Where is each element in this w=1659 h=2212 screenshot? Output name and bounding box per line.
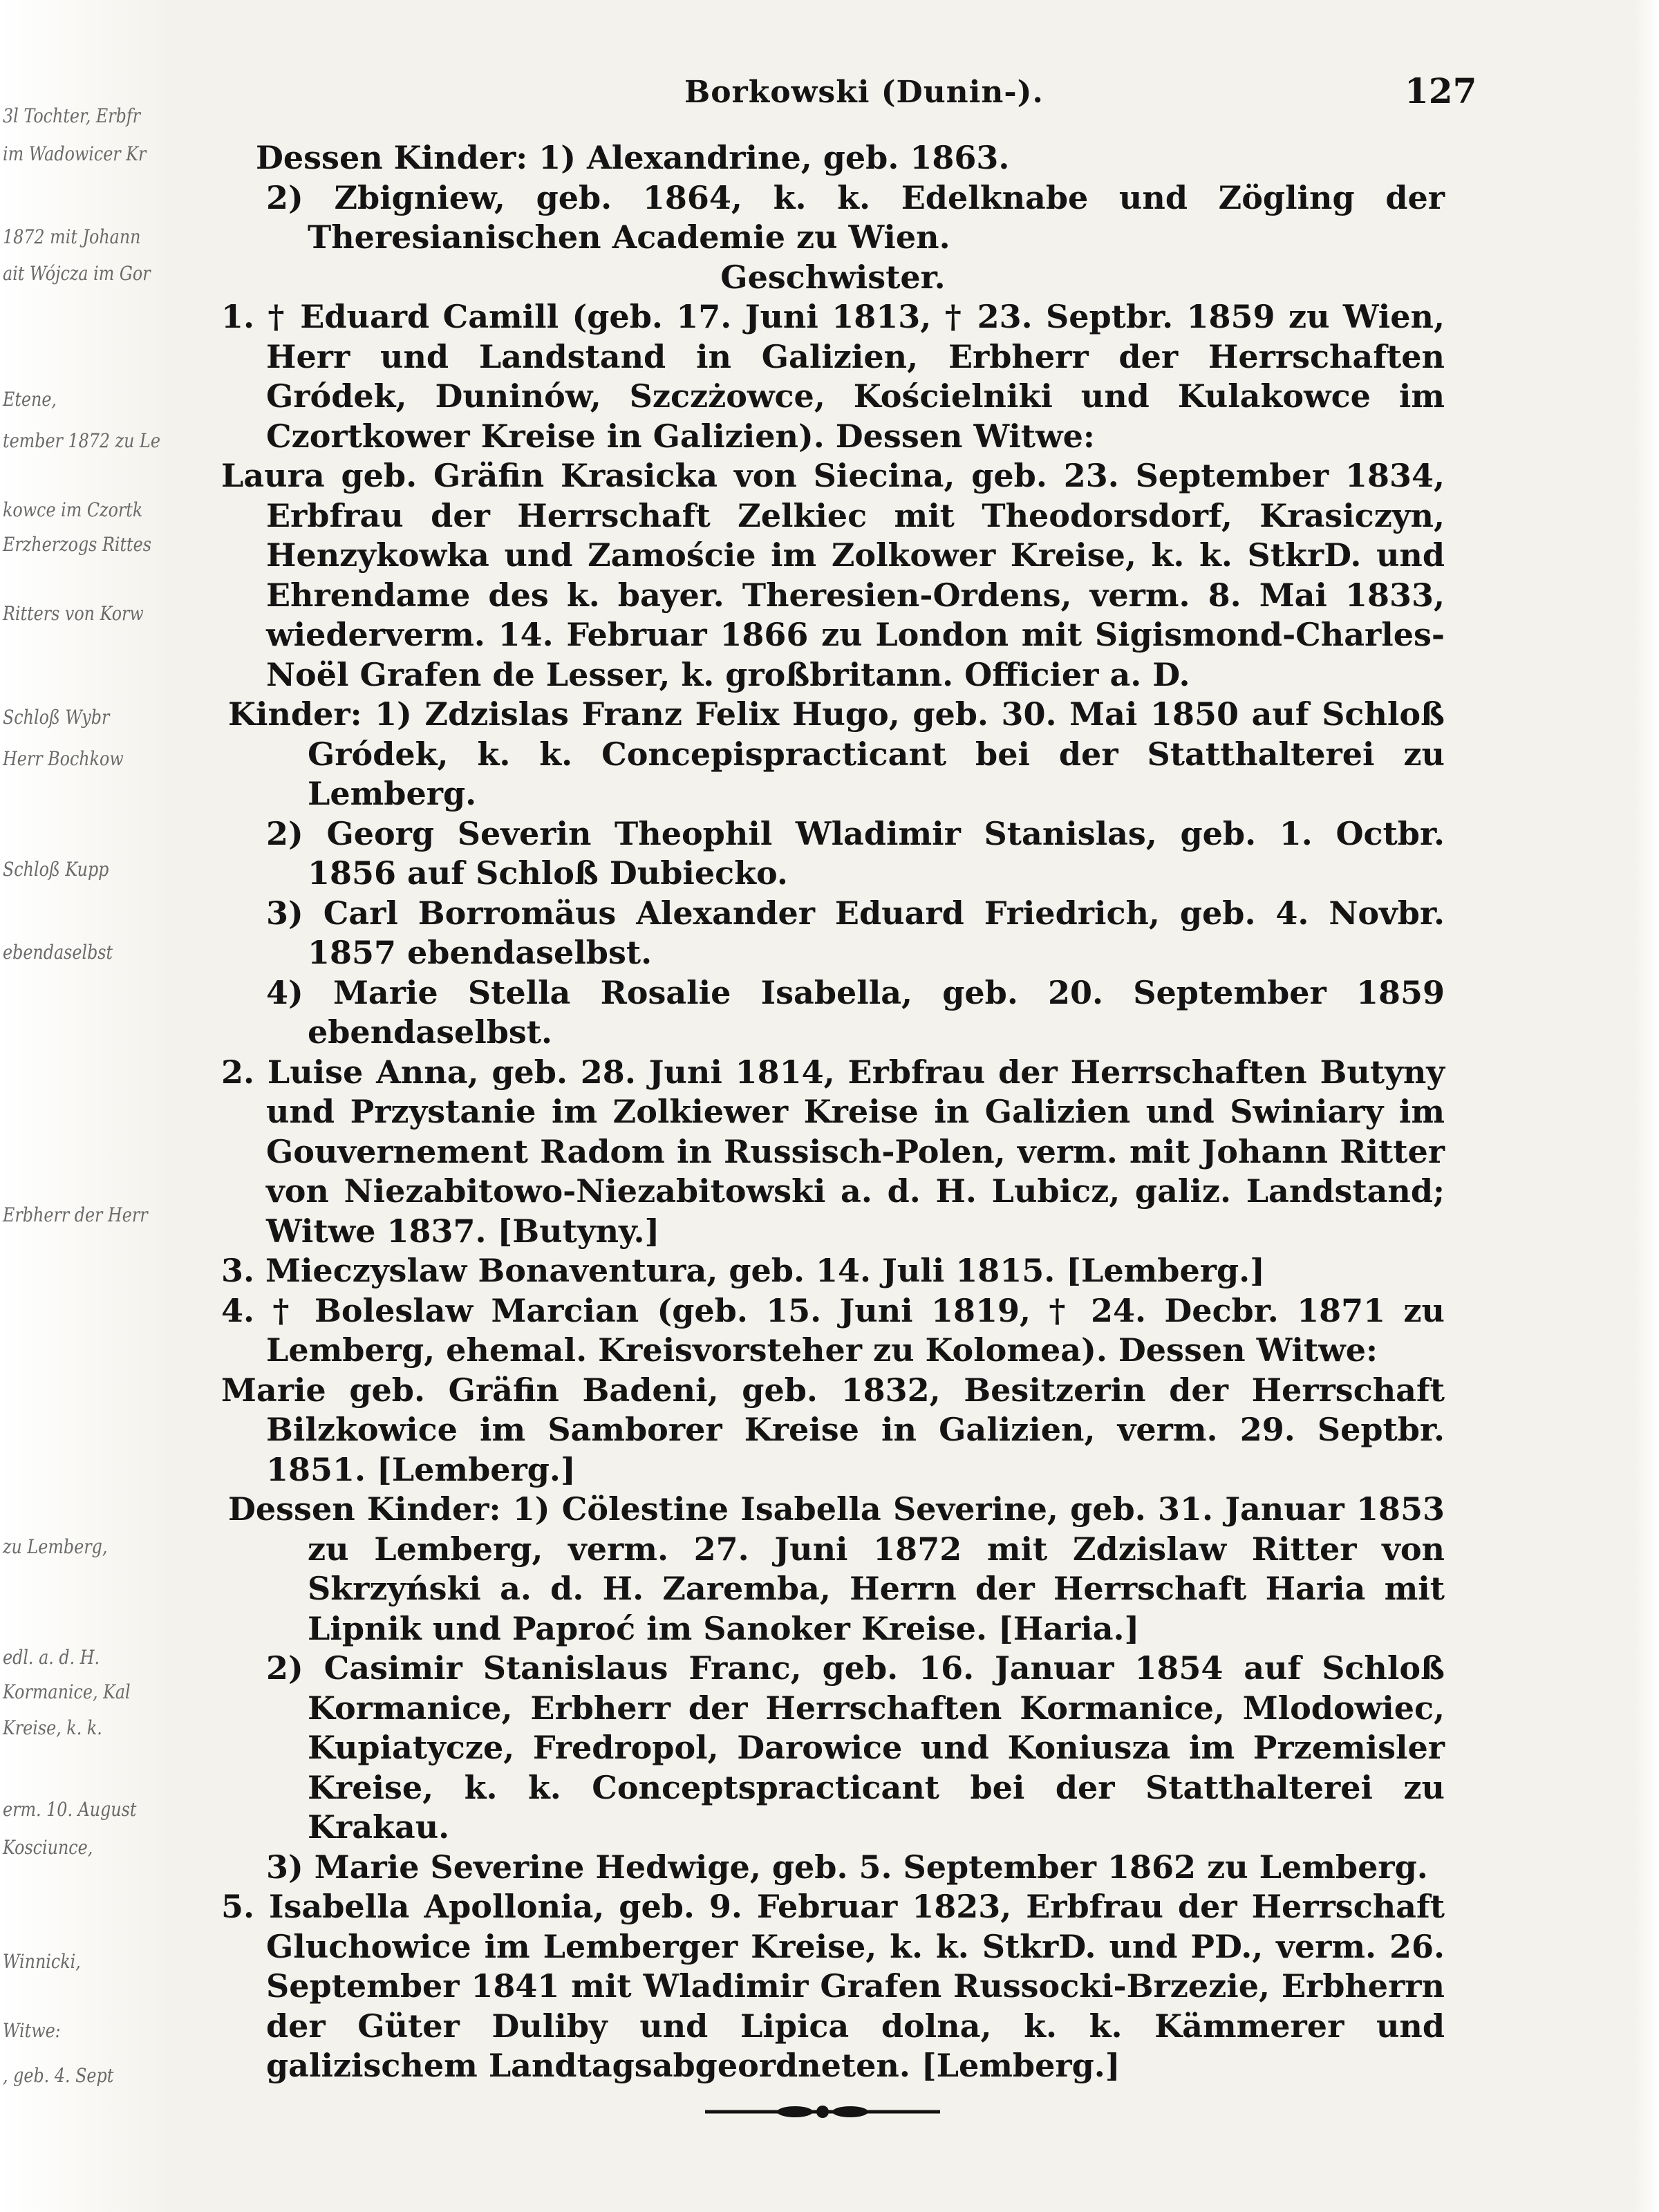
margin-fragment: Winnicki,: [3, 1950, 81, 1973]
page-number: 127: [1405, 71, 1477, 111]
section-heading: Geschwister.: [720, 258, 946, 296]
margin-fragment: 1872 mit Johann: [3, 225, 141, 248]
paragraph: 3. Mieczyslaw Bonaventura, geb. 14. Juli 1815. [Lemberg.]: [221, 1252, 1265, 1289]
margin-fragment: im Wadowicer Kr: [3, 142, 147, 165]
margin-fragment: , geb. 4. Sept: [3, 2064, 114, 2087]
paragraph: Dessen Kinder: 1) Alexandrine, geb. 1863.: [256, 139, 1010, 176]
margin-fragment: Erzherzogs Rittes: [3, 533, 151, 556]
paragraph: 3) Marie Severine Hedwige, geb. 5. September 1862 zu Lemberg.: [266, 1848, 1428, 1886]
margin-fragment: Erbherr der Herr: [3, 1203, 148, 1226]
end-ornament: [705, 2101, 940, 2122]
margin-fragment: Etene,: [3, 388, 57, 411]
margin-fragment: Kosciunce,: [3, 1836, 93, 1859]
paragraph: 4. † Boleslaw Marcian (geb. 15. Juni 1819, † 24. Decbr. 1871 zu Lemberg, ehemal. Kreisvorsteher zu Kolomea). Dessen Witwe:: [221, 1291, 1445, 1369]
margin-fragment: 3l Tochter, Erbfr: [3, 104, 141, 127]
paragraph: 2) Georg Severin Theophil Wladimir Stanislas, geb. 1. Octbr. 1856 auf Schloß Dubiecko.: [266, 814, 1445, 892]
paragraph: 4) Marie Stella Rosalie Isabella, geb. 20. September 1859 ebendaselbst.: [266, 973, 1445, 1051]
paragraph: Marie geb. Gräfin Badeni, geb. 1832, Besitzerin der Herrschaft Bilzkowice im Samborer Kreise in Galizien, verm. 29. Septbr. 1851. [Lemberg.]: [221, 1371, 1445, 1488]
margin-fragment: ait Wójcza im Gor: [3, 262, 151, 285]
paragraph: 2. Luise Anna, geb. 28. Juni 1814, Erbfrau der Herrschaften Butyny und Przystanie im Zolkiewer Kreise in Galizien und Swiniary im Gouvernement Radom in Russisch-Polen, verm. mit Johann Ritter von Niezabitowo-Niezabitowski a. d. H. Lubicz, galiz. Landstand; Witwe 1837. [Butyny.]: [221, 1053, 1445, 1250]
margin-fragment: zu Lemberg,: [3, 1535, 108, 1558]
paragraph: 1. † Eduard Camill (geb. 17. Juni 1813, † 23. Septbr. 1859 zu Wien, Herr und Landstand in Galizien, Erbherr der Herrschaften Gródek, Duninów, Szczżowce, Kościelniki und Kulakowce im Czortkower Kreise in Galizien). Dessen Witwe:: [221, 298, 1445, 455]
right-page-edge: [1634, 0, 1659, 2212]
margin-fragment: Ritters von Korw: [3, 602, 144, 625]
margin-fragment: Kormanice, Kal: [3, 1680, 131, 1703]
margin-fragment: tember 1872 zu Le: [3, 429, 160, 452]
paragraph: 5. Isabella Apollonia, geb. 9. Februar 1823, Erbfrau der Herrschaft Gluchowice im Lemberger Kreise, k. k. StkrD. und PD., verm. 26. September 1841 mit Wladimir Grafen Russocki-Brzezie, Erbherrn der Güter Duliby und Lipica dolna, k. k. Kämmerer und galizischem Landtagsabgeordneten. [Lemberg.]: [221, 1888, 1445, 2084]
paragraph: Laura geb. Gräfin Krasicka von Siecina, geb. 23. September 1834, Erbfrau der Herrschaft Zelkiec mit Theodorsdorf, Krasiczyn, Henzykowka und Zamoście im Zolkower Kreise, k. k. StkrD. und Ehrendame des k. bayer. Theresien-Ordens, verm. 8. Mai 1833, wiederverm. 14. Februar 1866 zu London mit Sigismond-Charles-Noël Grafen de Lesser, k. großbritann. Officier a. D.: [221, 457, 1445, 693]
margin-fragment: edl. a. d. H.: [3, 1646, 100, 1669]
margin-fragment: erm. 10. August: [3, 1798, 137, 1821]
margin-fragment: kowce im Czortk: [3, 498, 143, 521]
margin-fragment: Kreise, k. k.: [3, 1716, 102, 1739]
page-body: [221, 138, 1445, 2086]
paragraph: 2) Casimir Stanislaus Franc, geb. 16. Januar 1854 auf Schloß Kormanice, Erbherr der Herrschaften Kormanice, Mlodowiec, Kupiatycze, Fredropol, Darowice und Koniusza im Przemisler Kreise, k. k. Conceptspracticant bei der Statthalterei zu Krakau.: [266, 1649, 1445, 1846]
margin-fragment: Schloß Wybr: [3, 706, 110, 729]
margin-fragment: ebendaselbst: [3, 941, 113, 964]
running-header: Borkowski (Dunin-).: [684, 75, 1044, 110]
left-page-bleed: [0, 0, 173, 2212]
margin-fragment: Herr Bochkow: [3, 747, 124, 770]
margin-fragment: Schloß Kupp: [3, 858, 109, 881]
paragraph: Kinder: 1) Zdzislas Franz Felix Hugo, geb. 30. Mai 1850 auf Schloß Gródek, k. k. Concepispracticant bei der Statthalterei zu Lemberg.: [228, 695, 1445, 812]
margin-fragment: Witwe:: [3, 2019, 61, 2042]
paragraph: 2) Zbigniew, geb. 1864, k. k. Edelknabe und Zögling der Theresianischen Academie zu Wien.: [266, 178, 1445, 256]
paragraph: Dessen Kinder: 1) Cölestine Isabella Severine, geb. 31. Januar 1853 zu Lemberg, verm. 27. Juni 1872 mit Zdzislaw Ritter von Skrzyński a. d. H. Zaremba, Herrn der Herrschaft Haria mit Lipnik und Paproć im Sanoker Kreise. [Haria.]: [228, 1490, 1445, 1647]
paragraph: 3) Carl Borromäus Alexander Eduard Friedrich, geb. 4. Novbr. 1857 ebendaselbst.: [266, 894, 1445, 971]
